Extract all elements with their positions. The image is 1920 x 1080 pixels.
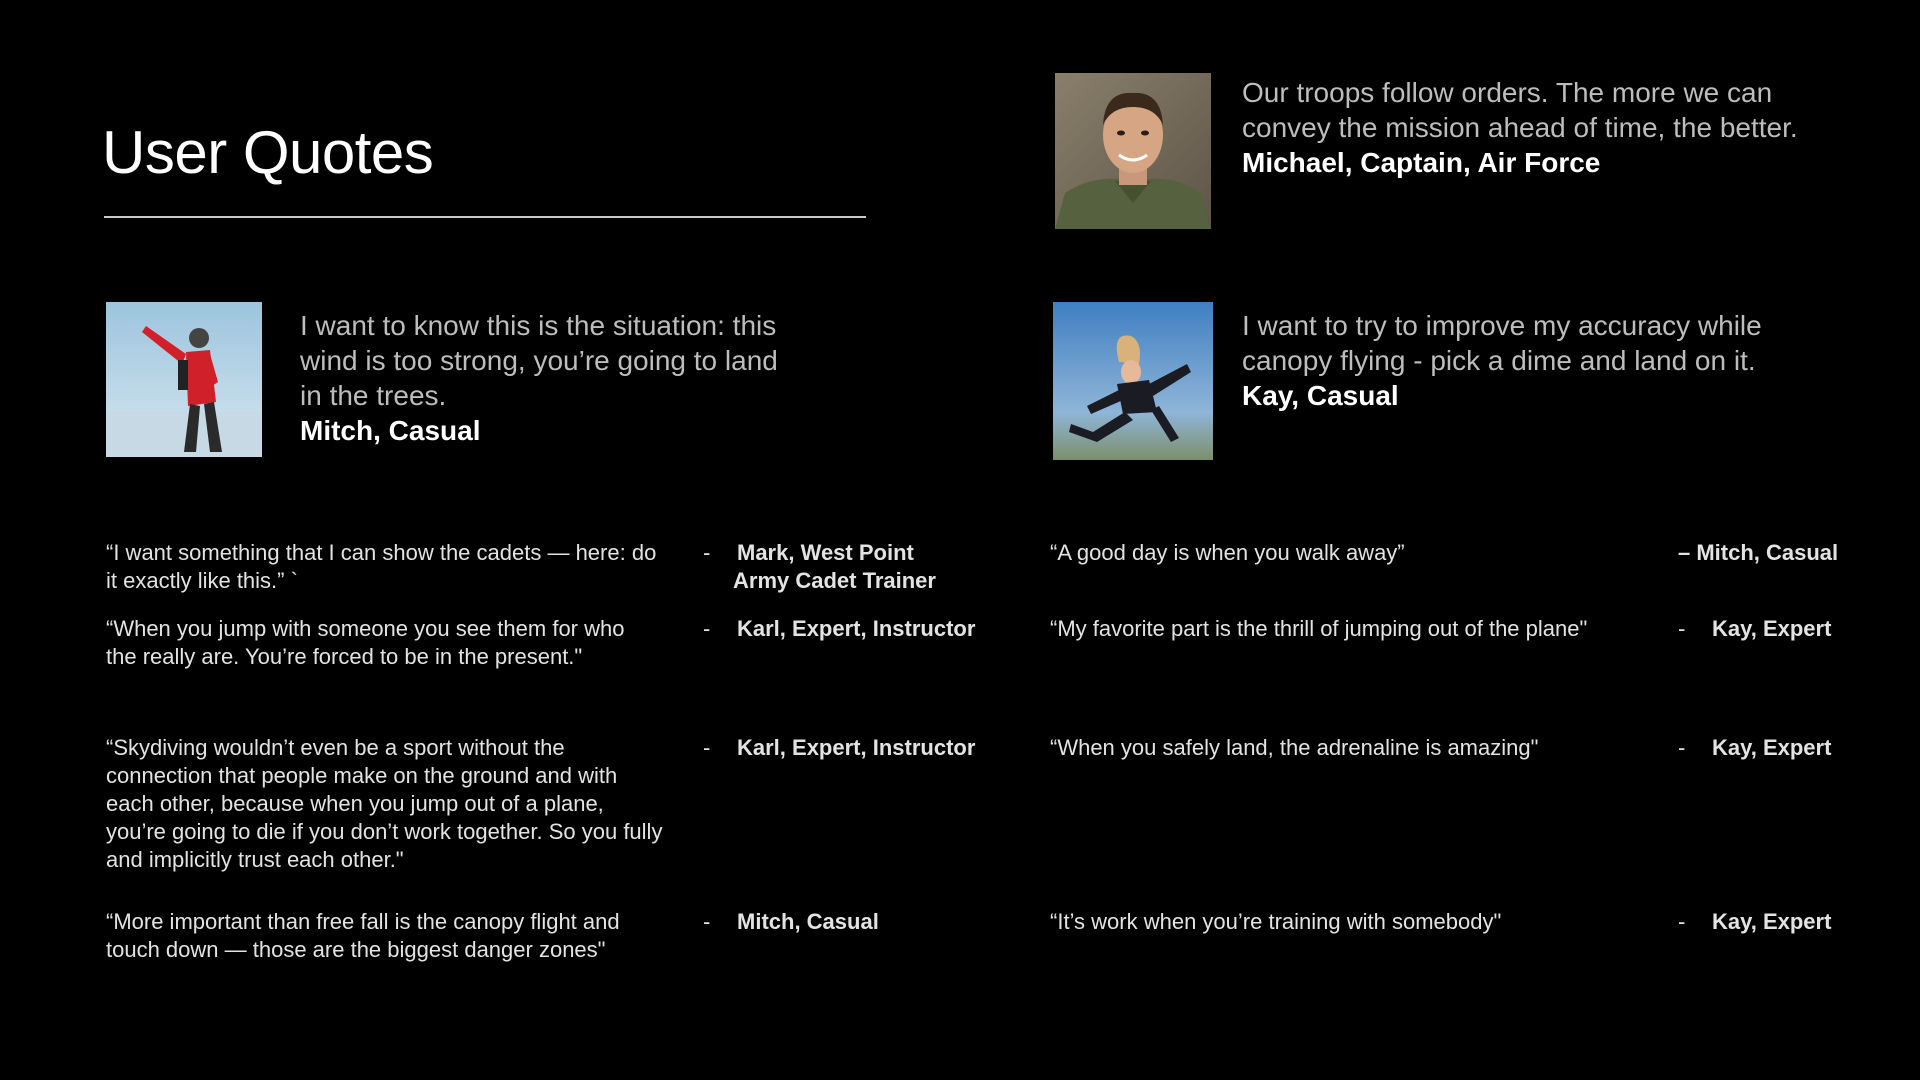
hero-quote-kay <box>1242 308 1842 413</box>
quote-attribution <box>1678 734 1831 762</box>
quote-text: “When you safely land, the adrenaline is amazing" <box>1050 735 1539 760</box>
attribution-dash: - <box>703 909 711 934</box>
attribution-author: Karl, Expert, Instructor <box>737 616 976 641</box>
hero-quote-attribution: Mitch, Casual <box>300 415 481 446</box>
quote-attribution <box>703 908 879 936</box>
quote-text: “When you jump with someone you see them for who the really are. You’re forced to be in the present." <box>106 616 625 669</box>
title-divider <box>104 216 866 218</box>
freefall-photo <box>1053 302 1213 460</box>
hero-quote-text: I want to know this is the situation: this wind is too strong, you’re going to land in the trees. <box>300 310 778 411</box>
hero-quote-mitch <box>300 308 800 448</box>
quote-attribution <box>1678 615 1831 643</box>
hero-quote-text: I want to try to improve my accuracy while canopy flying - pick a dime and land on it. <box>1242 310 1762 376</box>
hero-quote-text: Our troops follow orders. The more we can convey the mission ahead of time, the better. <box>1242 77 1798 143</box>
hero-quote-michael <box>1242 75 1842 180</box>
quote-text: “It’s work when you’re training with somebody" <box>1050 909 1502 934</box>
hero-quote-attribution: Michael, Captain, Air Force <box>1242 147 1601 178</box>
quote-text: “More important than free fall is the canopy flight and touch down — those are the biggest danger zones" <box>106 909 620 962</box>
attribution-dash: - <box>703 616 711 641</box>
quote-attribution <box>1678 908 1831 936</box>
quote-text: “Skydiving wouldn’t even be a sport without the connection that people make on the ground and with each other, because when you jump out of a plane, you’re going to die if you don’t work together. So you fully and implicitly trust each other." <box>106 735 663 872</box>
quote-attribution <box>703 734 975 762</box>
quote-text: “I want something that I can show the cadets — here: do it exactly like this.” ` <box>106 540 657 593</box>
attribution-author: Karl, Expert, Instructor <box>737 735 976 760</box>
quote-text: “A good day is when you walk away” <box>1050 540 1405 565</box>
quote-attribution <box>703 539 936 595</box>
attribution-dash: - <box>1678 909 1686 934</box>
quote-text: “My favorite part is the thrill of jumping out of the plane" <box>1050 616 1588 641</box>
attribution-author: Kay, Expert <box>1712 616 1832 641</box>
attribution-author: Kay, Expert <box>1712 909 1832 934</box>
attribution-dash: - <box>703 735 711 760</box>
attribution-dash: - <box>703 540 711 565</box>
attribution-author-line2: Army Cadet Trainer <box>733 568 936 593</box>
portrait-photo <box>1055 73 1211 229</box>
attribution-author: Mitch, Casual <box>737 909 879 934</box>
skydiver-photo <box>106 302 262 457</box>
quote-attribution <box>703 615 975 643</box>
attribution-dash: - <box>1678 616 1686 641</box>
attribution-author: Kay, Expert <box>1712 735 1832 760</box>
page-title: User Quotes <box>102 119 434 186</box>
quote-attribution <box>1678 539 1838 567</box>
attribution-author: Mark, West Point <box>737 540 914 565</box>
attribution-author: – Mitch, Casual <box>1678 540 1839 565</box>
attribution-dash: - <box>1678 735 1686 760</box>
hero-quote-attribution: Kay, Casual <box>1242 380 1399 411</box>
